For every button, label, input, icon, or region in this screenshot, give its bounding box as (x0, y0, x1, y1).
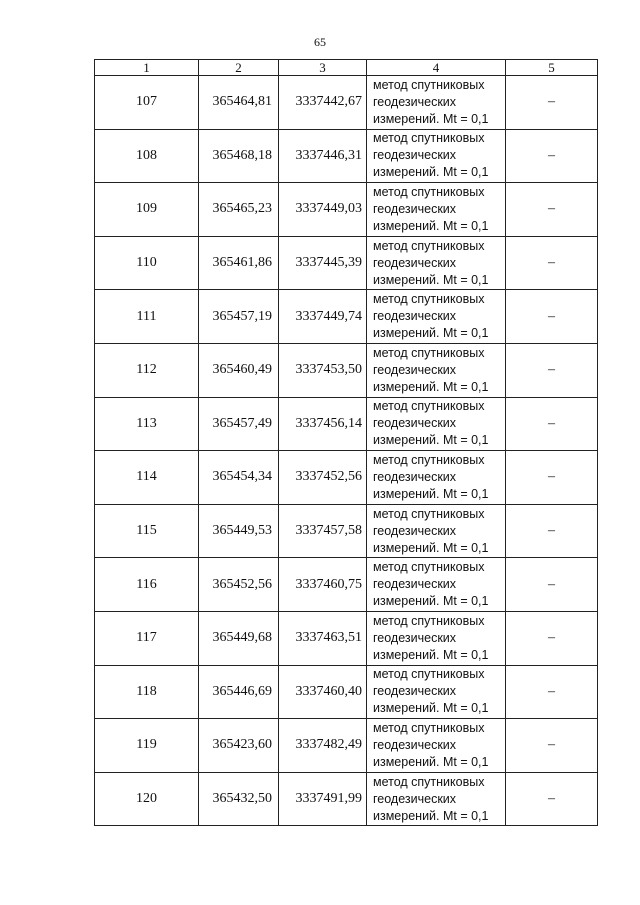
coordinate-x: 365460,49 (199, 343, 279, 397)
method-line: измерений. Mt = 0,1 (373, 379, 489, 394)
method-line: метод спутниковых (373, 292, 485, 307)
table-row (95, 236, 598, 290)
table-row (95, 129, 598, 183)
coordinate-y: 3337491,99 (279, 772, 367, 826)
coordinate-y: 3337456,14 (279, 397, 367, 451)
coordinate-x: 365446,69 (199, 665, 279, 719)
note-dash: – (506, 451, 598, 505)
method-line: измерений. Mt = 0,1 (373, 754, 489, 769)
method-description (367, 236, 506, 290)
note-dash: – (506, 504, 598, 558)
coordinate-x: 365449,53 (199, 504, 279, 558)
point-number: 115 (95, 504, 199, 558)
method-line: метод спутниковых (373, 452, 485, 467)
point-number: 114 (95, 451, 199, 505)
note-dash: – (506, 129, 598, 183)
coordinate-x: 365457,19 (199, 290, 279, 344)
method-description (367, 504, 506, 558)
method-description (367, 290, 506, 344)
method-line: измерений. Mt = 0,1 (373, 218, 489, 233)
coordinate-y: 3337463,51 (279, 611, 367, 665)
note-dash: – (506, 665, 598, 719)
point-number: 117 (95, 611, 199, 665)
method-description (367, 611, 506, 665)
table-row (95, 343, 598, 397)
method-line: измерений. Mt = 0,1 (373, 808, 489, 823)
method-line: метод спутниковых (373, 720, 485, 735)
method-line: геодезических (373, 577, 457, 592)
method-description (367, 558, 506, 612)
method-line: геодезических (373, 630, 457, 645)
coordinate-y: 3337453,50 (279, 343, 367, 397)
method-line: метод спутниковых (373, 345, 485, 360)
note-dash: – (506, 397, 598, 451)
coordinate-x: 365465,23 (199, 183, 279, 237)
point-number: 118 (95, 665, 199, 719)
table-row (95, 772, 598, 826)
method-description (367, 665, 506, 719)
method-line: измерений. Mt = 0,1 (373, 594, 489, 609)
coordinate-y: 3337445,39 (279, 236, 367, 290)
table-row (95, 558, 598, 612)
method-description (367, 76, 506, 130)
method-line: измерений. Mt = 0,1 (373, 326, 489, 341)
header-col-3: 3 (279, 60, 367, 76)
method-line: измерений. Mt = 0,1 (373, 540, 489, 555)
method-line: метод спутниковых (373, 667, 485, 682)
coordinate-y: 3337452,56 (279, 451, 367, 505)
note-dash: – (506, 236, 598, 290)
coordinate-x: 365423,60 (199, 719, 279, 773)
note-dash: – (506, 772, 598, 826)
method-line: измерений. Mt = 0,1 (373, 111, 489, 126)
method-line: метод спутниковых (373, 184, 485, 199)
table-row (95, 451, 598, 505)
header-col-4: 4 (367, 60, 506, 76)
table-row (95, 76, 598, 130)
note-dash: – (506, 76, 598, 130)
method-line: геодезических (373, 362, 457, 377)
method-description (367, 772, 506, 826)
coordinate-y: 3337460,75 (279, 558, 367, 612)
table-row (95, 504, 598, 558)
method-line: измерений. Mt = 0,1 (373, 486, 489, 501)
method-line: метод спутниковых (373, 399, 485, 414)
method-description (367, 129, 506, 183)
point-number: 116 (95, 558, 199, 612)
coordinate-x: 365449,68 (199, 611, 279, 665)
table-row (95, 183, 598, 237)
point-number: 108 (95, 129, 199, 183)
point-number: 111 (95, 290, 199, 344)
point-number: 119 (95, 719, 199, 773)
note-dash: – (506, 611, 598, 665)
method-line: измерений. Mt = 0,1 (373, 433, 489, 448)
method-line: измерений. Mt = 0,1 (373, 701, 489, 716)
coordinate-y: 3337446,31 (279, 129, 367, 183)
coordinate-x: 365432,50 (199, 772, 279, 826)
point-number: 112 (95, 343, 199, 397)
method-line: метод спутниковых (373, 774, 485, 789)
method-line: геодезических (373, 201, 457, 216)
coordinate-y: 3337449,03 (279, 183, 367, 237)
method-description (367, 451, 506, 505)
method-description (367, 343, 506, 397)
method-line: геодезических (373, 255, 457, 270)
point-number: 109 (95, 183, 199, 237)
point-number: 113 (95, 397, 199, 451)
coordinate-y: 3337457,58 (279, 504, 367, 558)
method-line: метод спутниковых (373, 506, 485, 521)
method-line: метод спутниковых (373, 613, 485, 628)
note-dash: – (506, 343, 598, 397)
table-row (95, 665, 598, 719)
table-row (95, 397, 598, 451)
header-col-1: 1 (95, 60, 199, 76)
method-line: геодезических (373, 148, 457, 163)
method-line: геодезических (373, 469, 457, 484)
method-line: геодезических (373, 791, 457, 806)
method-line: измерений. Mt = 0,1 (373, 272, 489, 287)
table-row (95, 290, 598, 344)
method-line: геодезических (373, 684, 457, 699)
method-line: геодезических (373, 523, 457, 538)
point-number: 120 (95, 772, 199, 826)
method-line: измерений. Mt = 0,1 (373, 647, 489, 662)
coordinate-x: 365461,86 (199, 236, 279, 290)
coordinate-x: 365468,18 (199, 129, 279, 183)
method-line: геодезических (373, 94, 457, 109)
coordinate-y: 3337482,49 (279, 719, 367, 773)
method-line: геодезических (373, 309, 457, 324)
page-number: 65 (314, 35, 326, 49)
method-line: метод спутниковых (373, 77, 485, 92)
coordinate-x: 365454,34 (199, 451, 279, 505)
method-line: метод спутниковых (373, 131, 485, 146)
table-body (95, 76, 598, 826)
method-line: геодезических (373, 416, 457, 431)
header-col-2: 2 (199, 60, 279, 76)
method-description (367, 719, 506, 773)
coordinate-x: 365457,49 (199, 397, 279, 451)
coordinate-y: 3337460,40 (279, 665, 367, 719)
method-line: геодезических (373, 737, 457, 752)
note-dash: – (506, 558, 598, 612)
point-number: 110 (95, 236, 199, 290)
method-description (367, 397, 506, 451)
coordinate-y: 3337442,67 (279, 76, 367, 130)
note-dash: – (506, 290, 598, 344)
header-col-5: 5 (506, 60, 598, 76)
note-dash: – (506, 719, 598, 773)
method-line: метод спутниковых (373, 560, 485, 575)
coordinate-x: 365452,56 (199, 558, 279, 612)
coordinate-x: 365464,81 (199, 76, 279, 130)
method-description (367, 183, 506, 237)
table-header-row (95, 60, 598, 76)
coordinates-table (94, 59, 598, 826)
coordinate-y: 3337449,74 (279, 290, 367, 344)
note-dash: – (506, 183, 598, 237)
method-line: измерений. Mt = 0,1 (373, 165, 489, 180)
table-row (95, 611, 598, 665)
table-row (95, 719, 598, 773)
point-number: 107 (95, 76, 199, 130)
method-line: метод спутниковых (373, 238, 485, 253)
